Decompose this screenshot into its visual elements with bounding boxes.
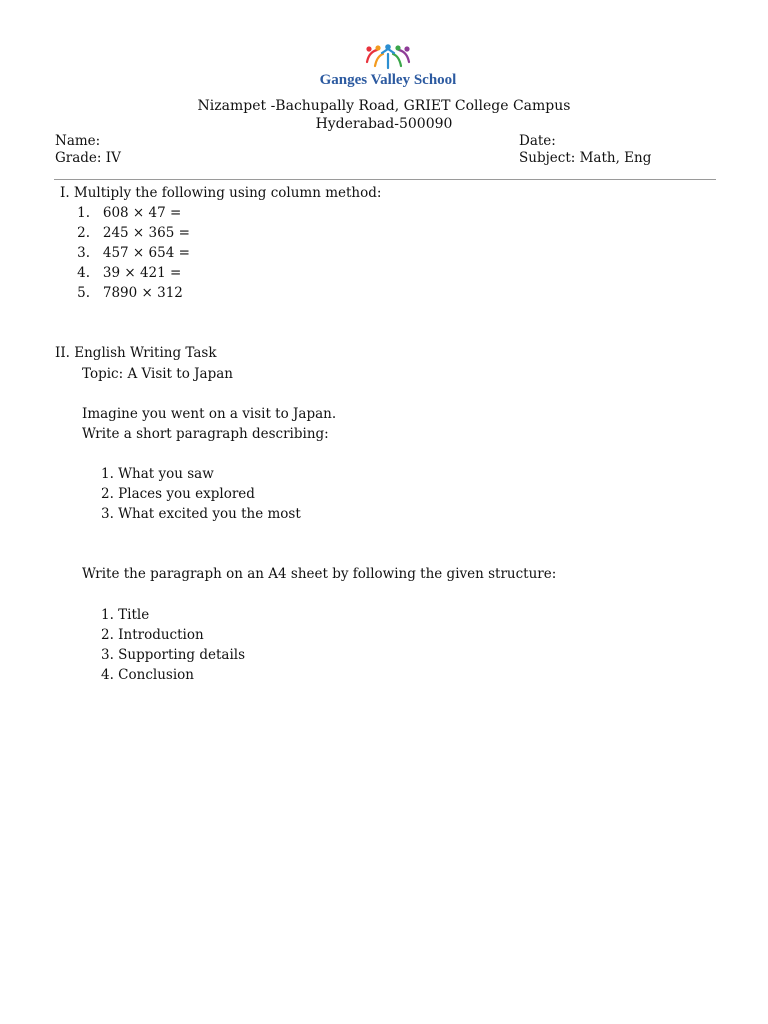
list-item: 3. 457 × 654 =	[77, 245, 190, 261]
intro-line-2: Write a short paragraph describing:	[82, 426, 329, 442]
subject-label: Subject: Math, Eng	[519, 150, 652, 166]
name-label: Name:	[55, 133, 101, 149]
list-item: 2. Introduction	[101, 627, 204, 643]
section-2-title: II. English Writing Task	[55, 345, 217, 361]
intro-line-1: Imagine you went on a visit to Japan.	[82, 406, 337, 422]
grade-label: Grade: IV	[55, 150, 121, 166]
school-logo	[313, 44, 463, 90]
list-item: 4. 39 × 421 =	[77, 265, 182, 281]
address-line-2: Hyderabad-500090	[315, 116, 453, 132]
topic-line: Topic: A Visit to Japan	[82, 366, 233, 382]
list-item: 3. Supporting details	[101, 647, 246, 663]
list-item: 1. 608 × 47 =	[77, 205, 182, 221]
list-item: 2. 245 × 365 =	[77, 225, 190, 241]
school-name: Ganges Valley School	[319, 72, 457, 88]
section-1-title: I. Multiply the following using column method:	[60, 185, 382, 201]
date-label: Date:	[519, 133, 556, 149]
list-item: 1. What you saw	[101, 466, 214, 482]
list-item: 5. 7890 × 312	[77, 285, 183, 301]
header-divider	[54, 179, 716, 180]
list-item: 2. Places you explored	[101, 486, 255, 502]
list-item: 1. Title	[101, 607, 150, 623]
list-item: 3. What excited you the most	[101, 506, 301, 522]
list-item: 4. Conclusion	[101, 667, 194, 683]
address-line-1: Nizampet -Bachupally Road, GRIET College Campus	[197, 98, 571, 114]
instruction-line: Write the paragraph on an A4 sheet by following the given structure:	[82, 566, 557, 582]
people-circle-logo-icon	[361, 44, 415, 72]
